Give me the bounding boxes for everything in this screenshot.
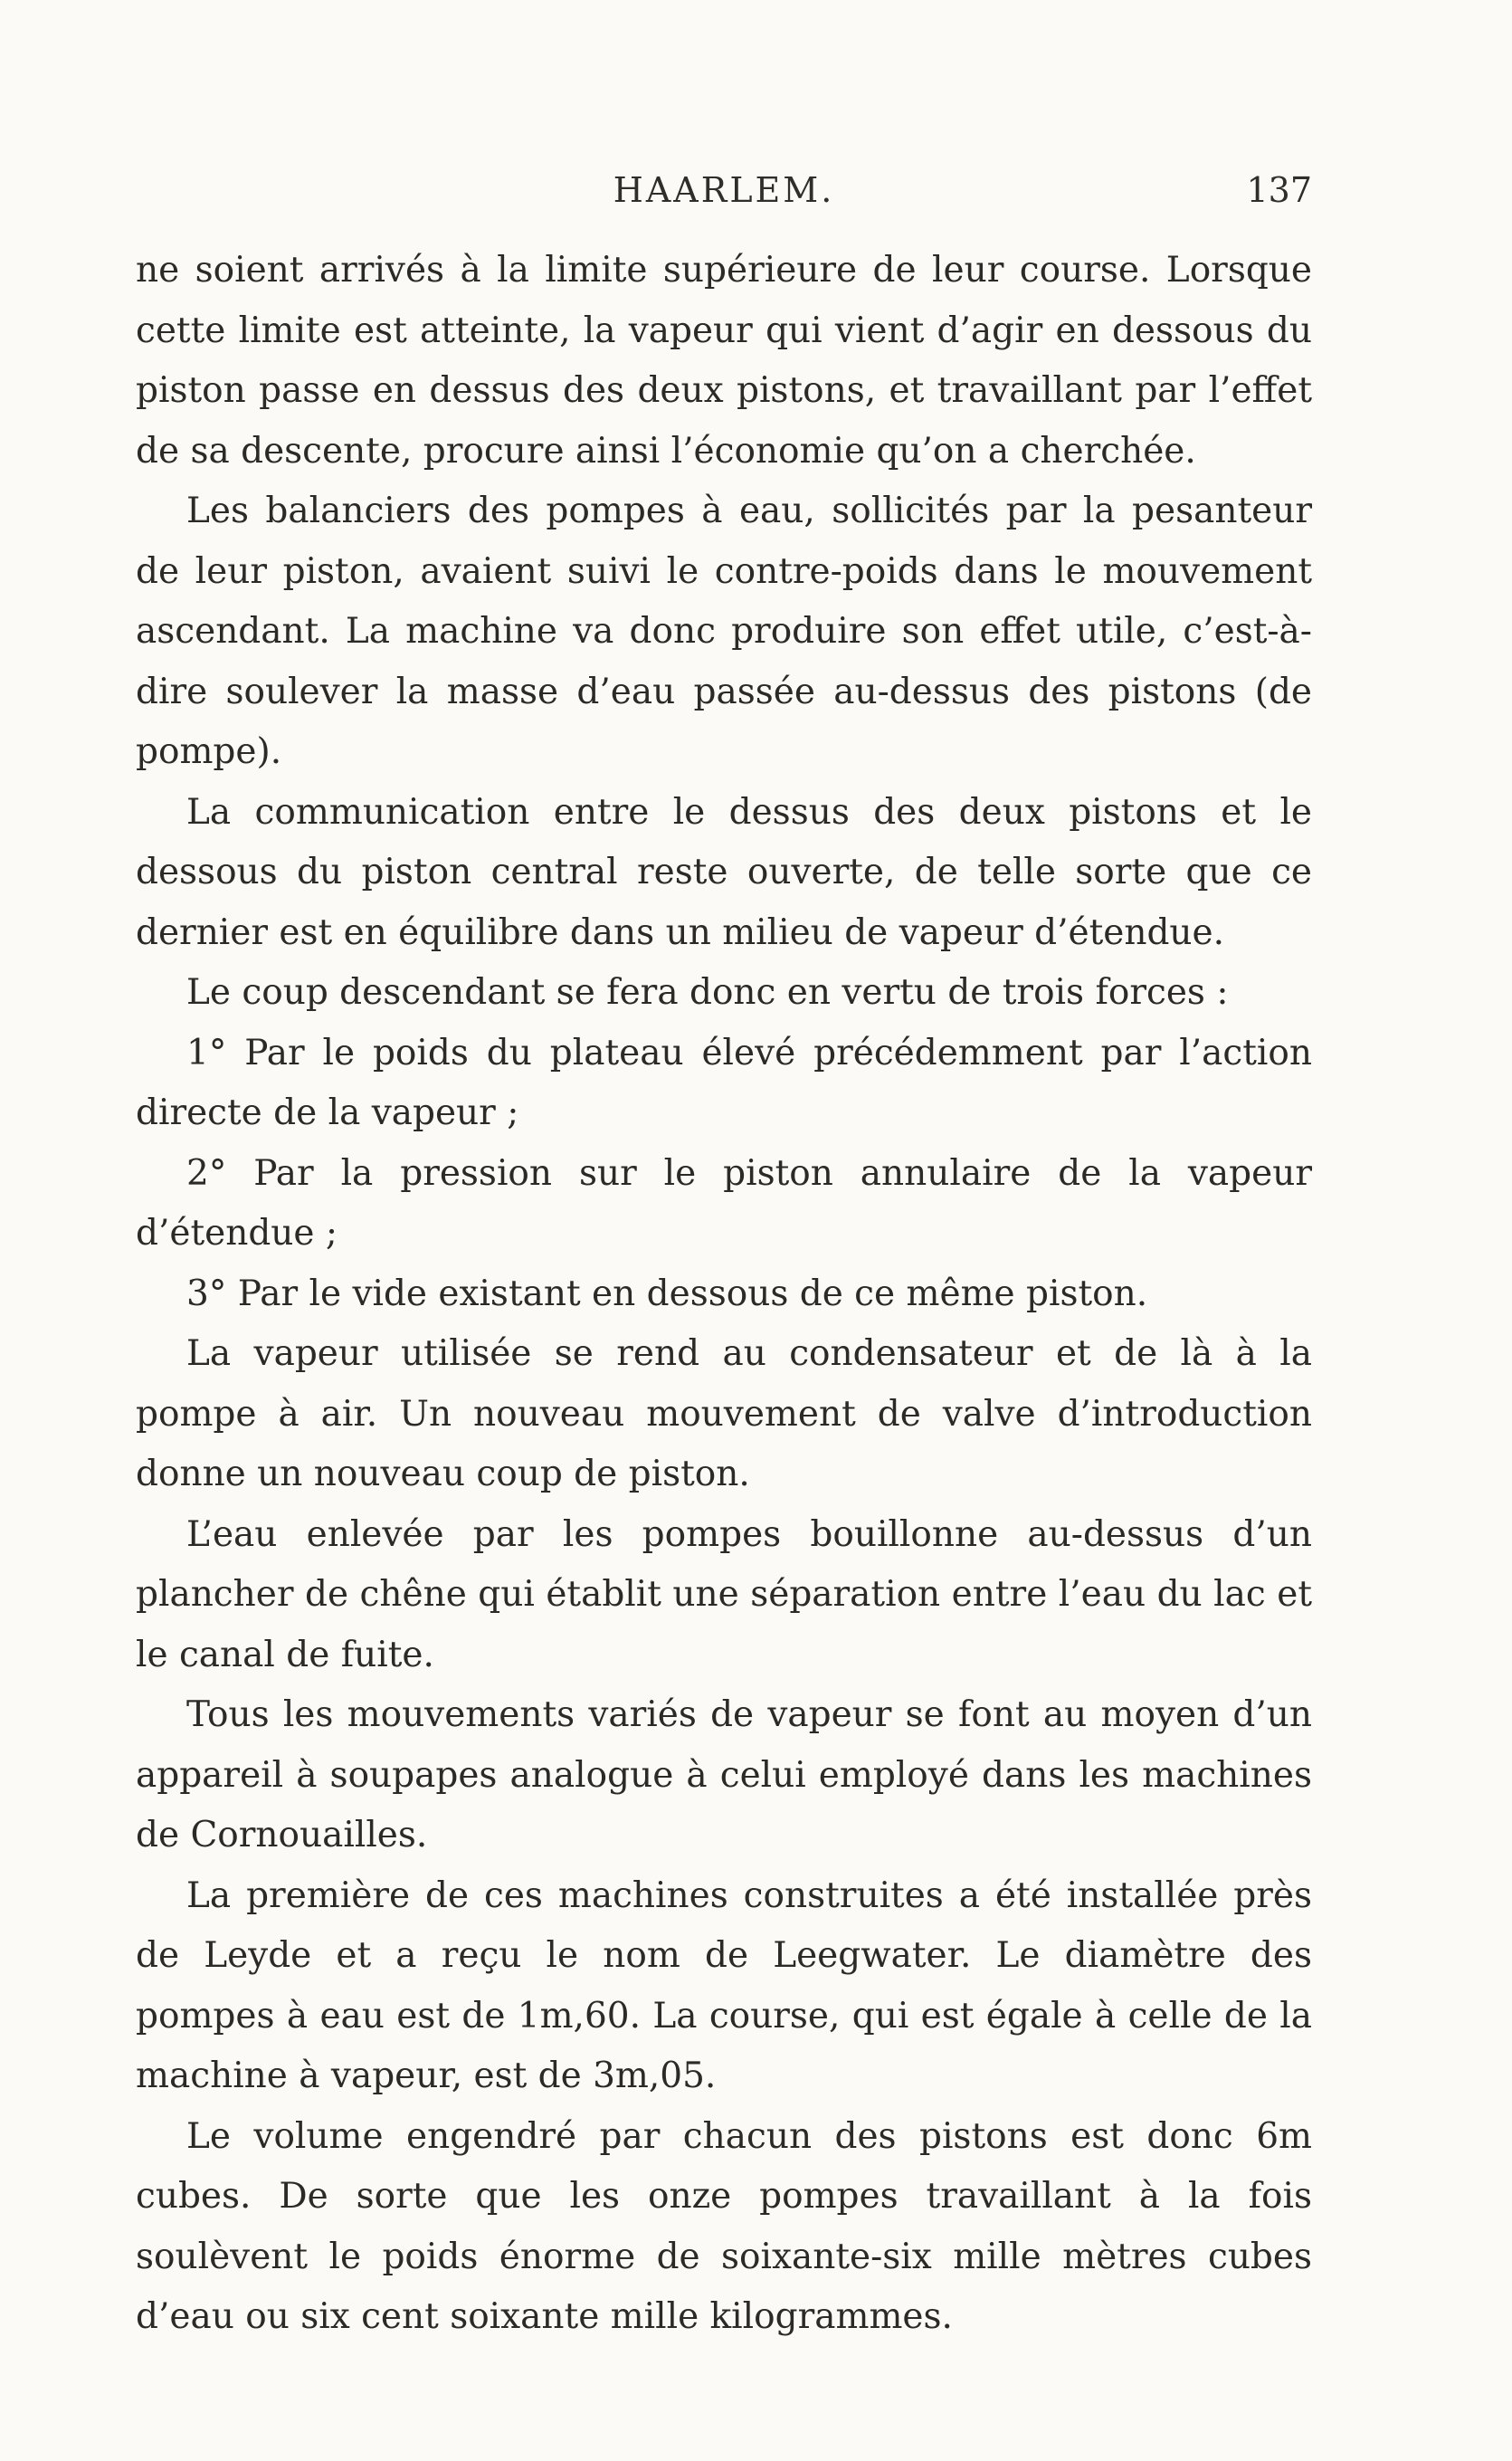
paragraph-12: Le volume engendré par chacun des pistons est donc 6m cubes. De sorte que les onze pompes travaillant à la fois soulèvent le poids énorme de soixante-six mille mètres cubes d’eau ou six cent soixante mille kilogrammes.: [136, 2115, 1312, 2337]
body-text: [136, 241, 1312, 2348]
page-number: 137: [1246, 170, 1312, 210]
running-title: HAARLEM.: [613, 170, 835, 210]
paragraph-11: La première de ces machines construites a été installée près de Leyde et a reçu le nom de Leegwater. Le diamètre des pompes à eau est de 1m,60. La course, qui est égale à celle de la machine à vapeur, est de 3m,05.: [136, 1874, 1312, 2096]
paragraph-8: La vapeur utilisée se rend au condensateur et de là à la pompe à air. Un nouveau mouvement de valve d’introduction donne un nouveau coup de piston.: [136, 1333, 1312, 1494]
paragraph-7-enum-3: 3° Par le vide existant en dessous de ce même piston.: [186, 1273, 1148, 1314]
paragraph-2: Les balanciers des pompes à eau, sollicités par la pesanteur de leur piston, avaient suivi le contre-poids dans le mouvement ascendant. La machine va donc produire son effet utile, c’est-à-dire soulever la masse d’eau passée au-dessus des pistons (de pompe).: [136, 491, 1312, 772]
page-header: [136, 170, 1312, 224]
paragraph-1: ne soient arrivés à la limite supérieure de leur course. Lorsque cette limite est atteinte, la vapeur qui vient d’agir en dessous du piston passe en dessus des deux pistons, et travaillant par l’effet de sa descente, procure ainsi l’économie qu’on a cherchée.: [136, 250, 1312, 472]
paragraph-9: L’eau enlevée par les pompes bouillonne au-dessus d’un plancher de chêne qui établit une séparation entre l’eau du lac et le canal de fuite.: [136, 1513, 1312, 1675]
paragraph-6-enum-2: 2° Par la pression sur le piston annulaire de la vapeur d’étendue ;: [136, 1152, 1312, 1254]
paragraph-5-enum-1: 1° Par le poids du plateau élevé précédemment par l’action directe de la vapeur ;: [136, 1032, 1312, 1133]
paragraph-10: Tous les mouvements variés de vapeur se font au moyen d’un appareil à soupapes analogue à celui employé dans les machines de Cornouailles.: [136, 1694, 1312, 1855]
paragraph-3: La communication entre le dessus des deux pistons et le dessous du piston central reste ouverte, de telle sorte que ce dernier est en équilibre dans un milieu de vapeur d’étendue.: [136, 791, 1312, 953]
paragraph-4: Le coup descendant se fera donc en vertu de trois forces :: [186, 972, 1229, 1013]
